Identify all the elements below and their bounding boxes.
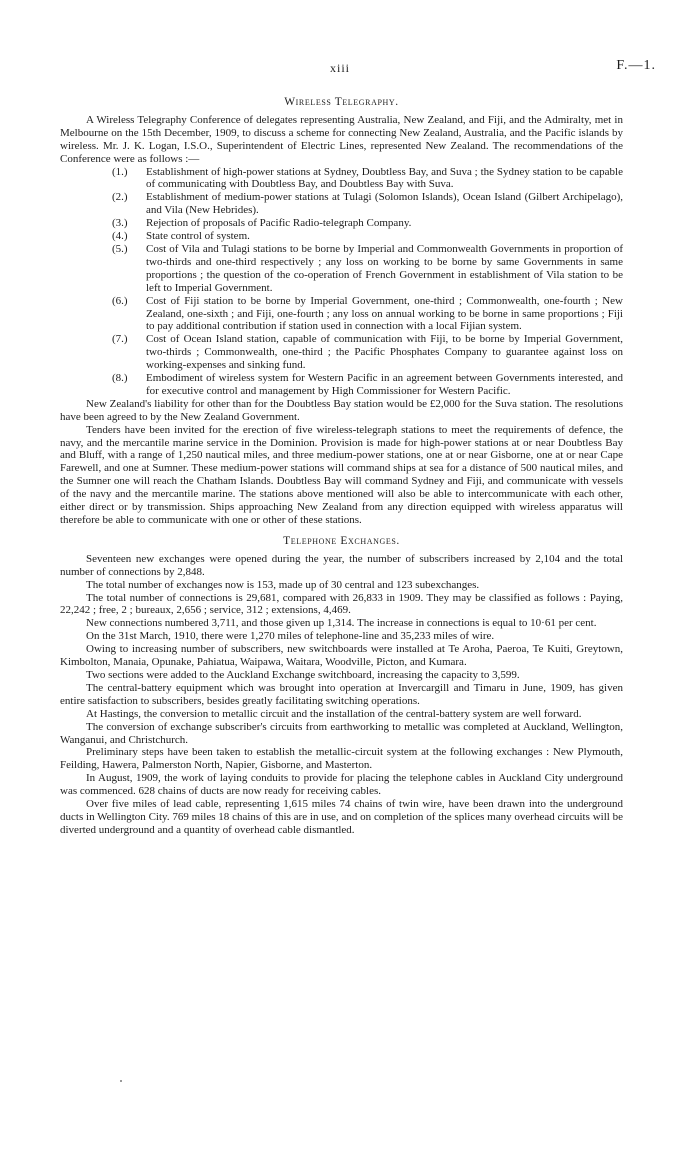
recommendation-text: Cost of Ocean Island station, capable of communication with Fiji, to be borne by Imperial Government, two-thirds ; Commonwealth, one-third ; the Pacific Phosphates Company to guarantee against loss on working-expenses and sinking fund. bbox=[146, 333, 623, 372]
telephone-paragraph: The total number of exchanges now is 153, made up of 30 central and 123 subexchanges. bbox=[86, 578, 480, 591]
recommendation-number: (3.) bbox=[112, 217, 128, 230]
recommendations-list bbox=[60, 166, 623, 398]
recommendation-number: (8.) bbox=[112, 372, 128, 385]
recommendation-item bbox=[60, 191, 623, 217]
recommendation-number: (6.) bbox=[112, 294, 128, 307]
recommendation-item bbox=[60, 333, 623, 372]
telephone-paragraph: The conversion of exchange subscriber's circuits from earthworking to metallic was completed at Auckland, Wellington, Wanganui, and Christchurch. bbox=[60, 720, 623, 746]
telephone-paragraph: In August, 1909, the work of laying conduits to provide for placing the telephone cables in Auckland City underground was commenced. 628 chains of ducts are now ready for receiving cables. bbox=[60, 772, 623, 798]
telephone-paragraph: Owing to increasing number of subscribers, new switchboards were installed at Te Aroha, Paeroa, Te Kuiti, Greytown, Kimbolton, Manaia, Opunake, Pahiatua, Waipawa, Waitara, Woodville, Picton, and Kumara. bbox=[60, 643, 623, 669]
section-title-telephone: Telephone Exchanges. bbox=[283, 534, 400, 547]
telephone-paragraph: The total number of connections is 29,681, compared with 26,833 in 1909. They may be classified as follows : Paying, 22,242 ; free, 2 ; bureaux, 2,656 ; service, 312 ; extensions, 4,469. bbox=[60, 591, 623, 617]
telephone-paragraph: New connections numbered 3,711, and those given up 1,314. The increase in connections is equal to 10·61 per cent. bbox=[86, 617, 597, 630]
wireless-tenders-paragraph: Tenders have been invited for the erection of five wireless-telegraph stations to meet the requirements of defence, the navy, and the mercantile marine service in the Dominion. Provision is made for high-power stations at or near Doubtless Bay and Bluff, with a range of 1,250 nautical miles, and three medium-power stations, one at or near Gisborne, one at or near Cape Farewell, and one at Sumner. These medium-power stations will command ships at sea for a distance of 500 nautical miles, and the Sumner one will reach the Chatham Islands. Doubtless Bay will command Sydney and Fiji, and communicate with vessels of the navy and the mercantile marine. The stations above mentioned will also be able to intercommunicate with each other, either direct or by transmission. Ships approaching New Zealand from any direction equipped with wireless apparatus will therefore be able to communicate with one or other of these stations. bbox=[60, 423, 623, 526]
document-reference: F.—1. bbox=[616, 58, 656, 73]
page-number: xiii bbox=[330, 61, 351, 75]
recommendation-text: Establishment of medium-power stations at Tulagi (Solomon Islands), Ocean Island (Gilbert Archipelago), and Vila (New Hebrides). bbox=[146, 191, 623, 217]
recommendation-number: (4.) bbox=[112, 230, 128, 243]
wireless-intro-paragraph: A Wireless Telegraphy Conference of delegates representing Australia, New Zealand, and Fiji, and the Admiralty, met in Melbourne on the 15th December, 1909, to discuss a scheme for connecting New Zealand, Australia, and the Pacific islands by wireless. Mr. J. K. Logan, I.S.O., Superintendent of Electric Lines, represented New Zealand. The recommendations of the Conference were as follows :— bbox=[60, 113, 623, 165]
telephone-paragraph: At Hastings, the conversion to metallic circuit and the installation of the central-battery system are well forward. bbox=[86, 707, 582, 720]
recommendation-number: (7.) bbox=[112, 333, 128, 346]
telephone-paragraph: The central-battery equipment which was brought into operation at Invercargill and Timaru in June, 1909, has given entire satisfaction to subscribers, besides greatly facilitating switching operations. bbox=[60, 681, 623, 707]
telephone-paragraph: Over five miles of lead cable, representing 1,615 miles 74 chains of twin wire, have been drawn into the underground ducts in Wellington City. 769 miles 18 chains of this are in use, and on completion of the splices many overhead circuits will be diverted underground and a quantity of overhead cable dismantled. bbox=[60, 798, 623, 836]
recommendation-number: (5.) bbox=[112, 242, 128, 255]
telephone-paragraph: On the 31st March, 1910, there were 1,270 miles of telephone-line and 35,233 miles of wire. bbox=[86, 630, 495, 643]
recommendation-text: State control of system. bbox=[146, 230, 250, 243]
page-header bbox=[0, 58, 700, 78]
recommendation-item bbox=[60, 230, 623, 243]
page-content bbox=[60, 96, 623, 837]
recommendation-item bbox=[60, 166, 623, 192]
recommendation-item bbox=[60, 372, 623, 398]
recommendation-item bbox=[60, 243, 623, 295]
recommendation-item bbox=[60, 217, 623, 230]
section-spacer bbox=[60, 527, 623, 535]
scan-speck bbox=[120, 1080, 122, 1082]
wireless-liability-paragraph: New Zealand's liability for other than for the Doubtless Bay station would be £2,000 for the Suva station. The resolutions have been agreed to by the New Zealand Government. bbox=[60, 397, 623, 423]
recommendation-number: (1.) bbox=[112, 165, 128, 178]
recommendation-text: Embodiment of wireless system for Western Pacific in an agreement between Governments interested, and for executive control and management by High Commissioner for Western Pacific. bbox=[146, 372, 623, 397]
recommendation-text: Cost of Fiji station to be borne by Imperial Government, one-third ; Commonwealth, one-fourth ; New Zealand, one-sixth ; and Fiji, one-fourth ; any loss on annual working to be borne in same proportions ; Fiji to pay additional contribution if station used in connection with a local Fijian system. bbox=[146, 294, 623, 333]
telephone-paragraph: Preliminary steps have been taken to establish the metallic-circuit system at the following exchanges : New Plymouth, Feilding, Hawera, Palmerston North, Napier, Gisborne, and Masterton. bbox=[60, 746, 623, 772]
recommendation-text: Cost of Vila and Tulagi stations to be borne by Imperial and Commonwealth Governments in proportion of two-thirds and one-third respectively ; any loss on working to be borne by same Governments in same proportions ; the question of the co-operation of French Government in establishment of Vila station to be left to Imperial Government. bbox=[146, 242, 623, 294]
recommendation-item bbox=[60, 295, 623, 334]
recommendation-text: Establishment of high-power stations at Sydney, Doubtless Bay, and Suva ; the Sydney station to be capable of communicating with Doubtless Bay, and Doubtless Bay with Suva. bbox=[146, 165, 623, 191]
section-title-wireless: Wireless Telegraphy. bbox=[284, 96, 399, 108]
telephone-paragraph: Seventeen new exchanges were opened during the year, the number of subscribers increased by 2,104 and the total number of connections by 2,848. bbox=[60, 552, 623, 578]
telephone-paragraph: Two sections were added to the Auckland Exchange switchboard, increasing the capacity to 3,599. bbox=[86, 668, 520, 681]
recommendation-text: Rejection of proposals of Pacific Radio-telegraph Company. bbox=[146, 217, 412, 230]
recommendation-number: (2.) bbox=[112, 191, 128, 204]
